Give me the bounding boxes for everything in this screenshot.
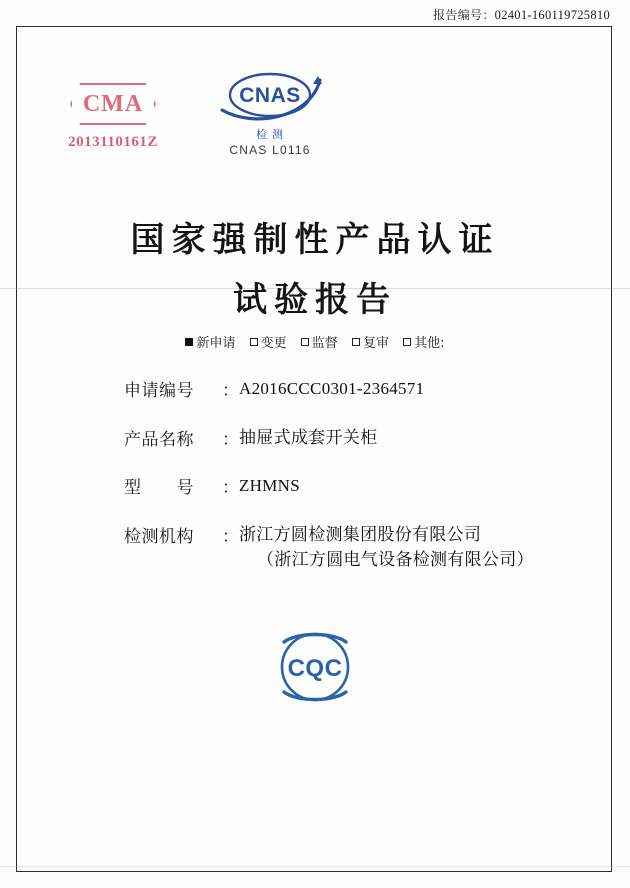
field-label: 申请编号 (124, 381, 194, 401)
field-value: A2016CCC0301-2364571 (239, 379, 425, 398)
svg-text:CNAS: CNAS (239, 84, 301, 107)
checkbox-change[interactable] (250, 338, 258, 346)
option-supervision[interactable] (301, 332, 338, 351)
document-title-line2: 试验报告 (233, 280, 397, 320)
checkbox-new-application[interactable] (185, 338, 193, 346)
checkbox-review[interactable] (352, 338, 360, 346)
field-application-number (0, 376, 630, 402)
report-number (433, 6, 610, 23)
field-label: 产品名称 (124, 429, 194, 450)
checkbox-supervision[interactable] (301, 338, 309, 346)
option-label: 监督 (311, 336, 338, 351)
field-label: 型 号 (124, 478, 194, 498)
cnas-mark (180, 66, 360, 157)
application-type-options (0, 332, 630, 351)
cma-mark (38, 83, 188, 151)
field-model (0, 473, 630, 499)
field-value-group (239, 522, 534, 573)
option-other[interactable] (403, 332, 444, 351)
cqc-logo-icon (263, 628, 367, 706)
field-value: 抽屉式成套开关柜 (239, 427, 378, 447)
field-value-secondary: （浙江方圆电气设备检测有限公司） (257, 550, 534, 569)
cqc-mark (0, 628, 630, 711)
report-number-value: 02401-160119725810 (494, 8, 610, 22)
option-change[interactable] (250, 332, 287, 351)
option-label: 复审 (362, 336, 389, 351)
field-colon: ： (222, 478, 239, 498)
field-list (0, 376, 630, 596)
field-testing-organization (0, 522, 630, 573)
option-label: 变更 (260, 336, 287, 351)
field-colon: ： (222, 429, 239, 450)
cma-logo-text: CMA (82, 91, 144, 117)
option-review[interactable] (352, 332, 389, 351)
option-label: 新申请 (196, 336, 236, 351)
option-new-application[interactable] (185, 332, 235, 351)
cnas-sub-label: 检 测 (255, 129, 285, 141)
field-product-name (0, 425, 630, 451)
field-value: ZHMNS (239, 476, 301, 495)
svg-text:CQC: CQC (287, 655, 343, 682)
accreditation-marks (0, 58, 630, 188)
cma-number: 2013110161Z (68, 134, 158, 150)
field-value: 浙江方圆检测集团股份有限公司 (239, 524, 482, 544)
scan-artifact-line (0, 866, 630, 867)
document-title-line1: 国家强制性产品认证 (130, 220, 500, 260)
cnas-code: CNAS L0116 (229, 143, 311, 157)
option-label: 其他: (414, 336, 445, 351)
cnas-logo-icon (214, 66, 326, 124)
field-label: 检测机构 (124, 526, 194, 547)
field-colon: ： (222, 526, 239, 547)
report-number-label: 报告编号： (433, 8, 495, 22)
checkbox-other[interactable] (403, 338, 411, 346)
cma-logo-icon (70, 83, 156, 125)
field-colon: ： (222, 381, 239, 401)
